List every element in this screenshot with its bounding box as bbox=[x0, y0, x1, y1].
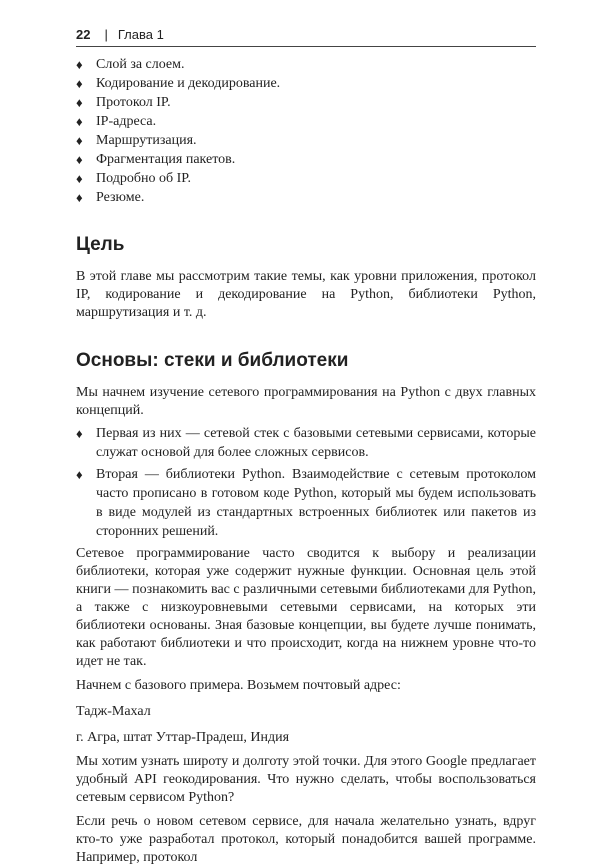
header-rule bbox=[76, 46, 536, 47]
diamond-bullet-icon: ♦ bbox=[76, 152, 83, 167]
list-item: ♦ IP-адреса. bbox=[76, 114, 157, 129]
body-paragraph: Если речь о новом сетевом сервисе, для начала желательно узнать, вдруг кто-то уже разработал протокол, который понадобится вашей программе. Например, протокол bbox=[76, 814, 536, 865]
section-title-basics: Основы: стеки и библиотеки bbox=[76, 350, 349, 371]
list-item: ♦ Резюме. bbox=[76, 190, 145, 205]
list-item: ♦ Протокол IP. bbox=[76, 95, 171, 110]
list-item: ♦ Подробно об IP. bbox=[76, 171, 191, 186]
address-line: Тадж-Махал bbox=[76, 704, 151, 719]
diamond-bullet-icon: ♦ bbox=[76, 114, 83, 129]
list-item: ♦ Первая из них — сетевой стек с базовыми сетевыми сервисами, которые служат основой для более сложных сервисов. bbox=[76, 426, 536, 460]
body-paragraph: Начнем с базового примера. Возьмем почтовый адрес: bbox=[76, 678, 401, 693]
diamond-bullet-icon: ♦ bbox=[76, 133, 83, 148]
diamond-bullet-icon: ♦ bbox=[76, 426, 83, 441]
page-number: 22 bbox=[76, 27, 91, 42]
section-title-goal: Цель bbox=[76, 234, 125, 255]
list-item: ♦ Маршрутизация. bbox=[76, 133, 197, 148]
diamond-bullet-icon: ♦ bbox=[76, 95, 83, 110]
page-content bbox=[76, 55, 536, 867]
topic-list bbox=[76, 55, 536, 207]
intro-paragraph: Мы начнем изучение сетевого программирования на Python с двух главных концепций. bbox=[76, 385, 536, 418]
header-separator: | bbox=[104, 27, 108, 42]
diamond-bullet-icon: ♦ bbox=[76, 76, 83, 91]
diamond-bullet-icon: ♦ bbox=[76, 171, 83, 186]
diamond-bullet-icon: ♦ bbox=[76, 190, 83, 205]
list-item: ♦ Фрагментация пакетов. bbox=[76, 152, 236, 167]
diamond-bullet-icon: ♦ bbox=[76, 467, 83, 482]
concept-list bbox=[76, 424, 536, 541]
body-paragraph: Мы хотим узнать широту и долготу этой точки. Для этого Google предлагает удобный API геокодирования. Что нужно сделать, чтобы воспользоваться сетевым сервисом Python? bbox=[76, 754, 536, 805]
list-item: ♦ Кодирование и декодирование. bbox=[76, 76, 281, 91]
running-header bbox=[76, 27, 536, 42]
chapter-title: Глава 1 bbox=[117, 27, 164, 42]
address-line: г. Агра, штат Уттар-Прадеш, Индия bbox=[76, 730, 290, 745]
body-paragraph: Сетевое программирование часто сводится к выбору и реализации библиотеки, которая уже содержит нужные функции. Основная цель этой книги — познакомить вас с различными сетевыми библиотеками для Python, а также с низкоуровневыми сетевыми сервисами, на которых эти библиотеки основаны. Зная базовые концепции, вы будете лучше понимать, как работают библиотеки и что происходит, когда на нижнем уровне что-то идет не так. bbox=[76, 546, 536, 669]
goal-paragraph: В этой главе мы рассмотрим такие темы, как уровни приложения, протокол IP, кодирование и декодирование на Python, библиотеки Python, маршрутизация и т. д. bbox=[76, 269, 536, 320]
list-item: ♦ Слой за слоем. bbox=[76, 57, 185, 72]
list-item: ♦ Вторая — библиотеки Python. Взаимодействие с сетевым протоколом часто прописано в готовом коде Python, который мы будем использовать в виде модулей из стандартных встроенных библиотек или пакетов из сторонних решений. bbox=[76, 467, 536, 539]
diamond-bullet-icon: ♦ bbox=[76, 57, 83, 72]
